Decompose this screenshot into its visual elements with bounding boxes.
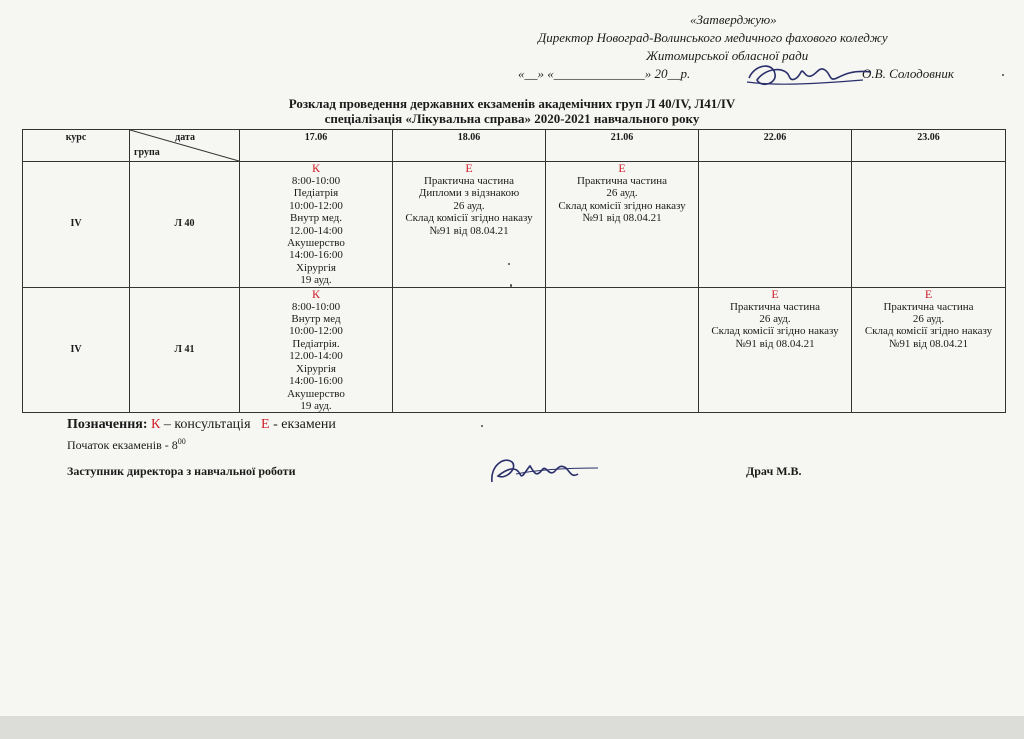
- cell-line: №91 від 08.04.21: [735, 337, 815, 350]
- cell-line: Практична частина: [576, 175, 668, 187]
- cell-line: Практична частина: [423, 175, 515, 187]
- scan-speck: [1002, 74, 1004, 76]
- approval-director-name: О.В. Солодовник: [862, 66, 954, 81]
- cell-line: 8:00-10:00: [291, 300, 341, 313]
- cell-line: №91 від 08.04.21: [582, 212, 662, 225]
- header-date-label: дата: [175, 132, 195, 143]
- legend: [67, 417, 336, 433]
- schedule-cell: [699, 287, 852, 413]
- director-signature: [745, 58, 875, 92]
- cell-line: 19 ауд.: [300, 399, 332, 412]
- cell-line: Внутр мед.: [290, 212, 342, 225]
- session-type-code: Е: [618, 161, 626, 175]
- cell-line: 19 ауд.: [300, 274, 332, 287]
- scan-speck: [510, 284, 512, 287]
- session-type-code: К: [311, 161, 320, 175]
- cell-line: 10:00-12:00: [289, 325, 343, 338]
- header-row: [23, 130, 1006, 162]
- cell-line: 10:00-12:00: [289, 199, 343, 212]
- cell-line: Склад комісії згідно наказу: [558, 199, 686, 212]
- header-course: курс: [23, 130, 130, 162]
- legend-e-text: - екзамени: [273, 417, 336, 432]
- deputy-director-title: Заступник директора з навчальної роботи: [67, 464, 296, 478]
- header-date-4: 22.06: [699, 130, 852, 162]
- exam-schedule-table: [22, 129, 1006, 413]
- cell-line: Склад комісії згідно наказу: [405, 212, 533, 225]
- approval-line-4: [518, 66, 690, 82]
- schedule-title-line-1: Розклад проведення державних екзаменів академічних груп Л 40/IV, Л41/IV: [288, 96, 736, 111]
- header-date-3: 21.06: [546, 130, 699, 162]
- exam-start-time: [67, 437, 186, 453]
- header-group-label: група: [134, 146, 160, 158]
- cell-line: Педіатрія.: [292, 337, 340, 350]
- schedule-cell: [546, 287, 699, 413]
- schedule-cell: [852, 287, 1006, 413]
- scan-speck: [508, 263, 510, 265]
- approval-line-1: «Затверджую»: [690, 12, 777, 27]
- cell-line: Педіатрія: [293, 187, 339, 200]
- approval-line-3: Житомирської обласної ради: [646, 48, 809, 63]
- schedule-cell: [240, 287, 393, 413]
- schedule-cell: [699, 162, 852, 288]
- cell-line: Склад комісії згідно наказу: [711, 325, 839, 338]
- schedule-cell: [393, 162, 546, 288]
- cell-line: №91 від 08.04.21: [888, 337, 969, 350]
- cell-line: Склад комісії згідно наказу: [864, 325, 993, 338]
- session-type-code: Е: [771, 286, 779, 301]
- header-date-5: 23.06: [852, 130, 1006, 162]
- table-row: [23, 162, 1006, 288]
- legend-e: Е: [261, 417, 270, 432]
- deputy-signature: [486, 452, 601, 488]
- schedule-cell: [546, 162, 699, 288]
- cell-line: Хірургія: [296, 261, 336, 274]
- cell-line: 26 ауд.: [912, 313, 945, 326]
- group-cell: Л 41: [130, 287, 240, 413]
- exam-start-minutes: 00: [177, 437, 186, 446]
- cell-line: 14:00-16:00: [289, 375, 343, 388]
- course-cell: IV: [23, 287, 130, 413]
- cell-line: 8:00-10:00: [291, 175, 341, 187]
- cell-line: 12.00-14:00: [289, 224, 343, 237]
- schedule-title-line-2: спеціалізація «Лікувальна справа» 2020-2021 навчального року: [324, 111, 700, 126]
- schedule-cell: [393, 287, 546, 413]
- approval-line-2: Директор Новоград-Волинського медичного фахового коледжу: [538, 30, 888, 45]
- session-type-code: Е: [465, 161, 473, 175]
- session-type-code: К: [311, 286, 320, 301]
- table-row: [23, 287, 1006, 413]
- group-cell: Л 40: [130, 162, 240, 288]
- schedule-cell: [240, 162, 393, 288]
- cell-line: №91 від 08.04.21: [429, 224, 509, 237]
- schedule-cell: [852, 162, 1006, 288]
- legend-k-text: – консультація: [163, 417, 251, 432]
- cell-line: 26 ауд.: [606, 187, 638, 200]
- cell-line: 12.00-14:00: [289, 350, 343, 363]
- legend-k: К: [151, 417, 161, 432]
- cell-line: Акушерство: [287, 237, 345, 250]
- legend-label: Позначення:: [67, 417, 148, 432]
- scan-speck: [481, 425, 483, 427]
- scan-bottom-strip: [0, 716, 1024, 739]
- cell-line: Практична частина: [883, 300, 974, 313]
- cell-line: 26 ауд.: [453, 199, 485, 212]
- cell-line: Практична частина: [729, 300, 821, 313]
- cell-line: Акушерство: [287, 387, 345, 400]
- cell-line: Хірургія: [296, 362, 336, 375]
- approval-date-blank: «__» «______________» 20__р.: [518, 66, 691, 81]
- cell-line: Дипломи з відзнакою: [418, 187, 520, 200]
- course-cell: IV: [23, 162, 130, 288]
- header-date-1: 17.06: [240, 130, 393, 162]
- cell-line: Внутр мед: [291, 313, 341, 326]
- deputy-director-name: Драч М.В.: [746, 464, 802, 478]
- header-date-group: [130, 130, 240, 162]
- exam-start-text: Початок екзаменів - 8: [67, 438, 178, 452]
- cell-line: 14:00-16:00: [289, 249, 343, 262]
- header-date-2: 18.06: [393, 130, 546, 162]
- cell-line: 26 ауд.: [759, 313, 791, 326]
- session-type-code: Е: [924, 286, 933, 301]
